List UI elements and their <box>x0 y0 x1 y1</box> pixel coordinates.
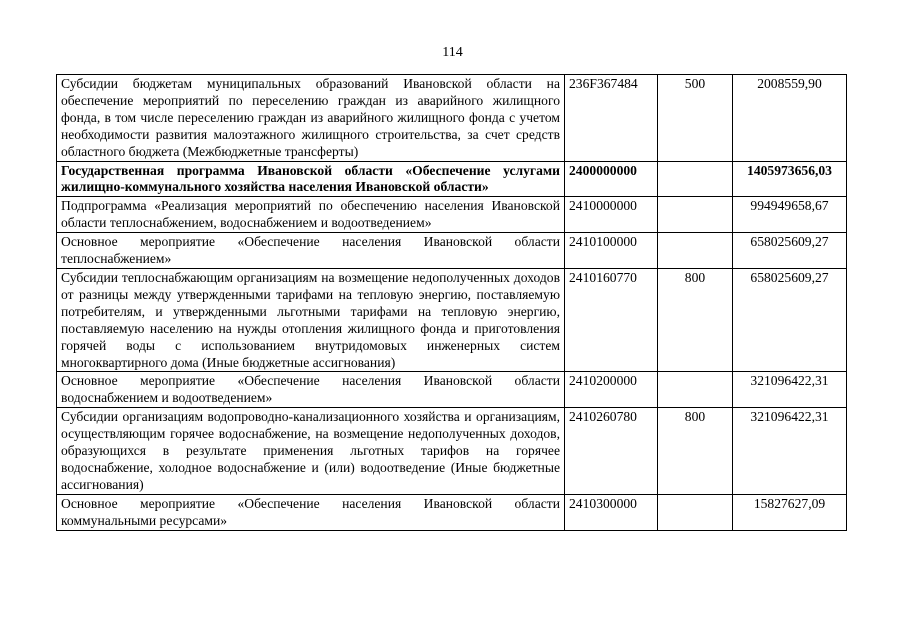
row-sum-cell: 2008559,90 <box>733 75 847 162</box>
budget-table-body <box>57 75 847 531</box>
row-type-cell <box>658 233 733 269</box>
row-type-cell: 800 <box>658 268 733 371</box>
row-code-cell: 2400000000 <box>565 161 658 197</box>
row-type-cell <box>658 494 733 530</box>
table-row <box>57 161 847 197</box>
row-name-cell: Субсидии теплоснабжающим организациям на возмещение недополученных доходов от разницы между утвержденными тарифами на тепловую энергию, поставляемую потребителям, и утвержденными льготными тарифами на тепловую энергию, поставляемую населению на нужды отопления жилищного фонда и приготовления горячей воды с использованием внутридомовых инженерных систем многоквартирного дома (Иные бюджетные ассигнования) <box>57 268 565 371</box>
row-sum-cell: 658025609,27 <box>733 268 847 371</box>
page-number: 114 <box>442 45 463 60</box>
table-row <box>57 268 847 371</box>
table-row <box>57 197 847 233</box>
table-row <box>57 75 847 162</box>
row-type-cell <box>658 161 733 197</box>
table-row <box>57 494 847 530</box>
row-code-cell: 2410260780 <box>565 408 658 495</box>
table-row <box>57 233 847 269</box>
row-code-cell: 2410000000 <box>565 197 658 233</box>
row-type-cell: 500 <box>658 75 733 162</box>
row-name-cell: Основное мероприятие «Обеспечение населения Ивановской области коммунальными ресурсами» <box>57 494 565 530</box>
row-sum-cell: 321096422,31 <box>733 408 847 495</box>
row-code-cell: 236F367484 <box>565 75 658 162</box>
budget-table <box>56 74 847 531</box>
row-sum-cell: 1405973656,03 <box>733 161 847 197</box>
row-name-cell: Основное мероприятие «Обеспечение населения Ивановской области водоснабжением и водоотведением» <box>57 372 565 408</box>
table-row <box>57 408 847 495</box>
row-sum-cell: 15827627,09 <box>733 494 847 530</box>
row-sum-cell: 994949658,67 <box>733 197 847 233</box>
row-type-cell <box>658 372 733 408</box>
table-row <box>57 372 847 408</box>
row-type-cell <box>658 197 733 233</box>
row-name-cell: Субсидии организациям водопроводно-канализационного хозяйства и организациям, осуществляющим горячее водоснабжение, на возмещение недополученных доходов, образующихся в результате применения льготных тарифов на горячее водоснабжение, холодное водоснабжение и (или) водоотведение (Иные бюджетные ассигнования) <box>57 408 565 495</box>
row-name-cell: Основное мероприятие «Обеспечение населения Ивановской области теплоснабжением» <box>57 233 565 269</box>
row-code-cell: 2410160770 <box>565 268 658 371</box>
row-code-cell: 2410300000 <box>565 494 658 530</box>
row-type-cell: 800 <box>658 408 733 495</box>
row-name-cell: Подпрограмма «Реализация мероприятий по обеспечению населения Ивановской области теплоснабжением, водоснабжением и водоотведением» <box>57 197 565 233</box>
row-code-cell: 2410200000 <box>565 372 658 408</box>
row-name-cell: Государственная программа Ивановской области «Обеспечение услугами жилищно-коммунального хозяйства населения Ивановской области» <box>57 161 565 197</box>
row-sum-cell: 658025609,27 <box>733 233 847 269</box>
row-code-cell: 2410100000 <box>565 233 658 269</box>
row-name-cell: Субсидии бюджетам муниципальных образований Ивановской области на обеспечение мероприятий по переселению граждан из аварийного жилищного фонда, в том числе переселению граждан из аварийного жилищного фонда с учетом необходимости развития малоэтажного жилищного строительства, за счет средств областного бюджета (Межбюджетные трансферты) <box>57 75 565 162</box>
row-sum-cell: 321096422,31 <box>733 372 847 408</box>
